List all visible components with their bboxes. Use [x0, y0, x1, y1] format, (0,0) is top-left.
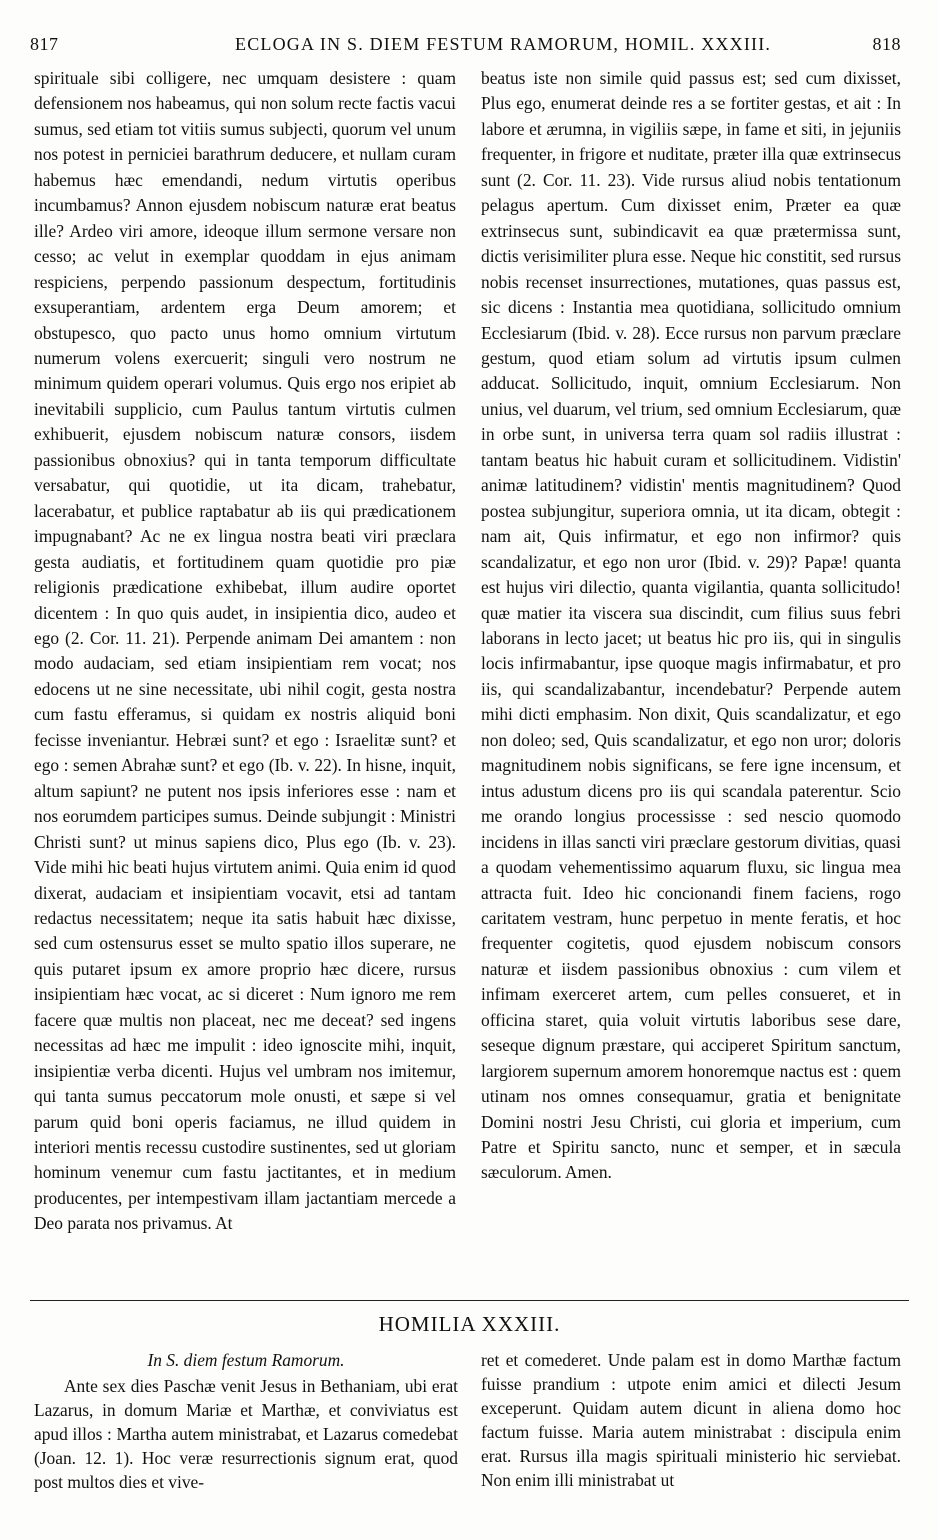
homily-title: HOMILIA XXXIII. [378, 1312, 561, 1336]
left-column-text: spirituale sibi colligere, nec umquam desistere : quam defensionem nos habeamus, qui non solum recte factis vacui sumus, sed etiam tot vitiis sumus subjecti, quorum vel unum nos potest in perniciei barathrum deducere, et nullam curam habemus hæc emendandi, nedum virtutis operibus incumbamus? Annon ejusdem nobiscum naturæ erat beatus ille? Ardeo viri amore, ideoque illum sermone versare non cesso; ac velut in exemplar quoddam in ejus animam respiciens, perpendo passionum despectum, fortitudinis exsuperantiam, ardentem erga Deum amorem; et obstupesco, quo pacto unus homo omnium virtutum numerum volens exercuerit; singuli vero nostrum ne minimum quidem operari volumus. Quis ergo nos eripiet ab inevitabili supplicio, cum Paulus tantum virtutis culmen exhibuerit, ejusdem nobiscum naturæ consors, iisdem passionibus obnoxius? qui in tanta temporum difficultate versabatur, qui quotidie, ut ita dicam, trahebatur, lacerabatur, et publice raptabatur ab iis qui prædicationem impugnabant? Ac ne ex lingua nostra beati viri præclara gesta audiatis, et fortitudinem quam quotidie pro piæ religionis prædicatione exhibebat, illum audire oportet dicentem : In quo quis audet, in insipientia dico, audeo et ego (2. Cor. 11. 21). Perpende animam Dei amantem : non modo audaciam, sed etiam insipientiam rem vocat; nos edocens ut ne sine necessitate, ubi nihil cogit, gesta nostra cum fastu efferamus, si quidam ex nostris aliquid boni fecisse inveniantur. Hebræi sunt? et ego : Israelitæ sunt? et ego : semen Abrahæ sunt? et ego (Ib. v. 22). In hisne, inquit, altum sapiunt? ne putent nos ipsis inferiores esse : nam et nos eorumdem participes sumus. Deinde subjungit : Ministri Christi sunt? ut minus sapiens dico, Plus ego (Ib. v. 23). Vide mihi hic beati hujus virtutem animi. Quia enim id quod dixerat, audaciam et insipientiam vocavit, etsi ad tantam redactus necessitatem; neque ita satis habuit hæc dixisse, sed cum ostensurus esset se multo spatio illos superare, ne quis putaret ipsum ex amore proprio hæc dicere, rursus insipientiam hæc vocat, ac si diceret : Num ignoro me rem facere quæ multis non placeat, nec me deceat? sed ingens necessitas ad hæc me impulit : ideo ignoscite mihi, inquit, insipientiæ verba dicenti. Hujus vel umbram nos imitemur, qui tanta sumus peccatorum mole onusti, et sæpe si vel parum quid boni operis faciamus, ne illud quidem in interiori mentis recessu custodire sustinentes, sed ut gloriam hominum venemur cum fastu jactitantes, et in medium producentes, per intempestivam illam jactantiam mercede a Deo parata nos privamus. At [34, 68, 456, 1234]
homily-subtitle: In S. diem festum Ramorum. [147, 1350, 345, 1370]
right-column [481, 66, 901, 1186]
right-column-text: beatus iste non simile quid passus est; sed cum dixisset, Plus ego, enumerat deinde res a se fortiter gestas, et ait : In labore et ærumna, in vigiliis sæpe, in fame et siti, in jejuniis frequenter, in frigore et nuditate, præter illa quæ extrinsecus sunt (2. Cor. 11. 23). Vide rursus aliud nobis tentationum pelagus apertum. Cum dixisset enim, Præter ea quæ extrinsecus sunt, subindicavit ea quæ prætermissa sunt, dictis verisimiliter plura esse. Neque hic constitit, sed rursus nobis recenset insurrectiones, mutationes, quas passus est, sic dicens : Instantia mea quotidiana, sollicitudo omnium Ecclesiarum (Ibid. v. 28). Ecce rursus non parvum præclare gestum, quod etiam solum ad virtutis ipsum culmen adducat. Sollicitudo, inquit, omnium Ecclesiarum. Non unius, vel duarum, vel trium, sed omnium Ecclesiarum, quæ in orbe sunt, in universa terra quam sol radiis illustrat : tantam beatus hic habuit curam et sollicitudinem. Vidistin' animæ latitudinem? vidistin' mentis magnitudinem? Quod postea subjungitur, superiora omnia, ut ita dicam, obtegit : nam ait, Quis infirmatur, et ego non infirmor? quis scandalizatur, et ego non uror (Ibid. v. 29)? Papæ! quanta est hujus viri dilectio, quanta vigilantia, quanta sollicitudo! quæ matier ita viscera sua discindit, cum filius suus febri laborans in lecto jacet; ut beatus hic pro iis, qui in singulis locis infirmabantur, ipse quoque magis infirmabatur, et pro iis, qui scandalizabantur, incendebatur? Perpende autem mihi dicti emphasim. Non dixit, Quis scandalizatur, et ego non doleo; sed, Quis scandalizatur, et ego non uror; doloris magnitudinem nobis significans, se fere igne incensum, et intus adustum dicens pro iis qui scandala paterentur. Scio me orando longius processisse : sed nescio quomodo incidens in illas sancti viri præclare gestorum divitias, quasi a quodam vehementissimo aquarum fluxu, sic lingua mea attracta fuit. Ideo hic concionandi finem faciens, rogo caritatem vestram, hunc perpetuo in mente feratis, et hoc frequenter cogitetis, quod ejusdem nobiscum consors naturæ et iisdem passionibus obnoxius : cum vilem et infimam exerceret artem, cum pelles consueret, et in officina staret, quia voluit virtutis laboribus sese dare, seseque dignum præstare, qui acciperet Spiritum sanctum, largiorem supernum amorem honoremque nactus est : quem utinam nos omnes consequamur, gratia et benignitate Domini nostri Jesu Christi, cui gloria et imperium, cum Patre et Spiritu sancto, nunc et semper, et in sæcula sæculorum. Amen. [481, 68, 901, 1183]
running-header [30, 34, 901, 56]
homily-left-column [34, 1348, 458, 1494]
left-column [34, 66, 456, 1237]
homily-left-text: Ante sex dies Paschæ venit Jesus in Bethaniam, ubi erat Lazarus, in domum Mariæ et Marthæ, et conviviatus est apud illos : Martha autem ministrabat, et Lazarus comedebat (Joan. 12. 1). Hoc veræ resurrectionis signum erat, quod post multos dies et vive- [34, 1376, 458, 1492]
section-divider [30, 1300, 909, 1301]
page-number-right: 818 [872, 34, 901, 54]
page-number-left: 817 [30, 34, 59, 54]
homily-right-column [481, 1348, 901, 1492]
homily-right-text: ret et comederet. Unde palam est in domo Marthæ factum fuisse prandium : utpote enim amici et dilecti Jesum exceperunt. Quidam autem dicunt in aliena domo hoc factum fuisse. Maria autem ministrabat : discipula enim erat. Rursus illa magis spirituali ministerio hic serviebat. Non enim illi ministrabat ut [481, 1350, 901, 1490]
running-title: ECLOGA IN S. DIEM FESTUM RAMORUM, HOMIL. XXXIII. [235, 34, 772, 54]
